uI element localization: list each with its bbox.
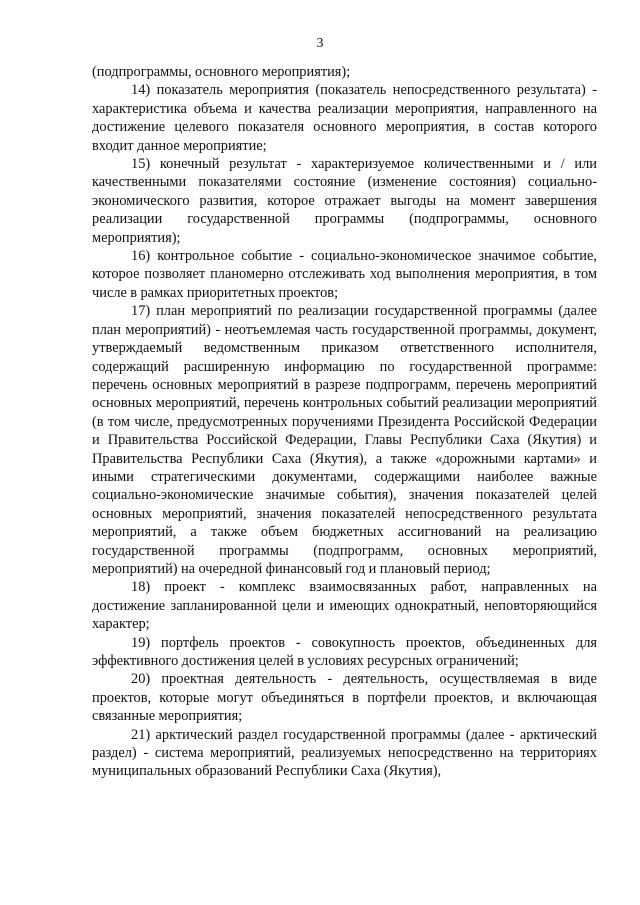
paragraph-item-18: 18) проект - комплекс взаимосвязанных работ, направленных на достижение запланированной цели и имеющих однократный, неповторяющийся характер; <box>92 579 597 633</box>
paragraph-item-17: 17) план мероприятий по реализации государственной программы (далее план мероприятий) - неотъемлемая часть государственной программы, документ, утверждаемый ведомственным приказом ответственного исполнителя, содержащий расширенную информацию по государственной программе: перечень основных мероприятий в разрезе подпрограмм, перечень мероприятий основных мероприятий, перечень контрольных событий реализации мероприятий (в том числе, предусмотренных поручениями Президента Российской Федерации и Правительства Российской Федерации, Главы Республики Саха (Якутия) и Правительства Республики Саха (Якутия), а также «дорожными картами» и иными стратегическими документами, содержащими наиболее важные социально-экономические значимые события), значения показателей целей основных мероприятий, значения показателей непосредственного результата мероприятий, а также объем бюджетных ассигнований на реализацию государственной программы (подпрограмм, основных мероприятий, мероприятий) на очередной финансовый год и плановый период; <box>92 303 597 577</box>
paragraph-item-20: 20) проектная деятельность - деятельность, осуществляемая в виде проектов, которые могут объединяться в портфели проектов, и включающая связанные мероприятия; <box>92 671 597 725</box>
paragraph-item-16: 16) контрольное событие - социально-экономическое значимое событие, которое позволяет планомерно отслеживать ход выполнения мероприятия, в том числе в рамках приоритетных проектов; <box>92 248 597 301</box>
document-body <box>92 63 597 781</box>
paragraph-item-19: 19) портфель проектов - совокупность проектов, объединенных для эффективного достижения целей в условиях ресурсных ограничений; <box>92 634 597 669</box>
paragraph-continuation: (подпрограммы, основного мероприятия); <box>92 64 351 80</box>
paragraph-item-21: 21) арктический раздел государственной программы (далее - арктический раздел) - система мероприятий, реализуемых непосредственно на территориях муниципальных образований Республики Саха (Якутия), <box>92 726 597 780</box>
paragraph-item-14: 14) показатель мероприятия (показатель непосредственного результата) - характеристика объема и качества реализации мероприятия, направленного на достижение целевого показателя основного мероприятия, в состав которого входит данное мероприятие; <box>92 82 597 154</box>
paragraph-item-15: 15) конечный результат - характеризуемое количественными и / или качественными показателями состояние (изменение состояния) социально-экономического развития, которое отражает выгоды на момент завершения реализации государственной программы (подпрограммы, основного мероприятия); <box>92 156 597 246</box>
page-number: 3 <box>316 36 324 51</box>
